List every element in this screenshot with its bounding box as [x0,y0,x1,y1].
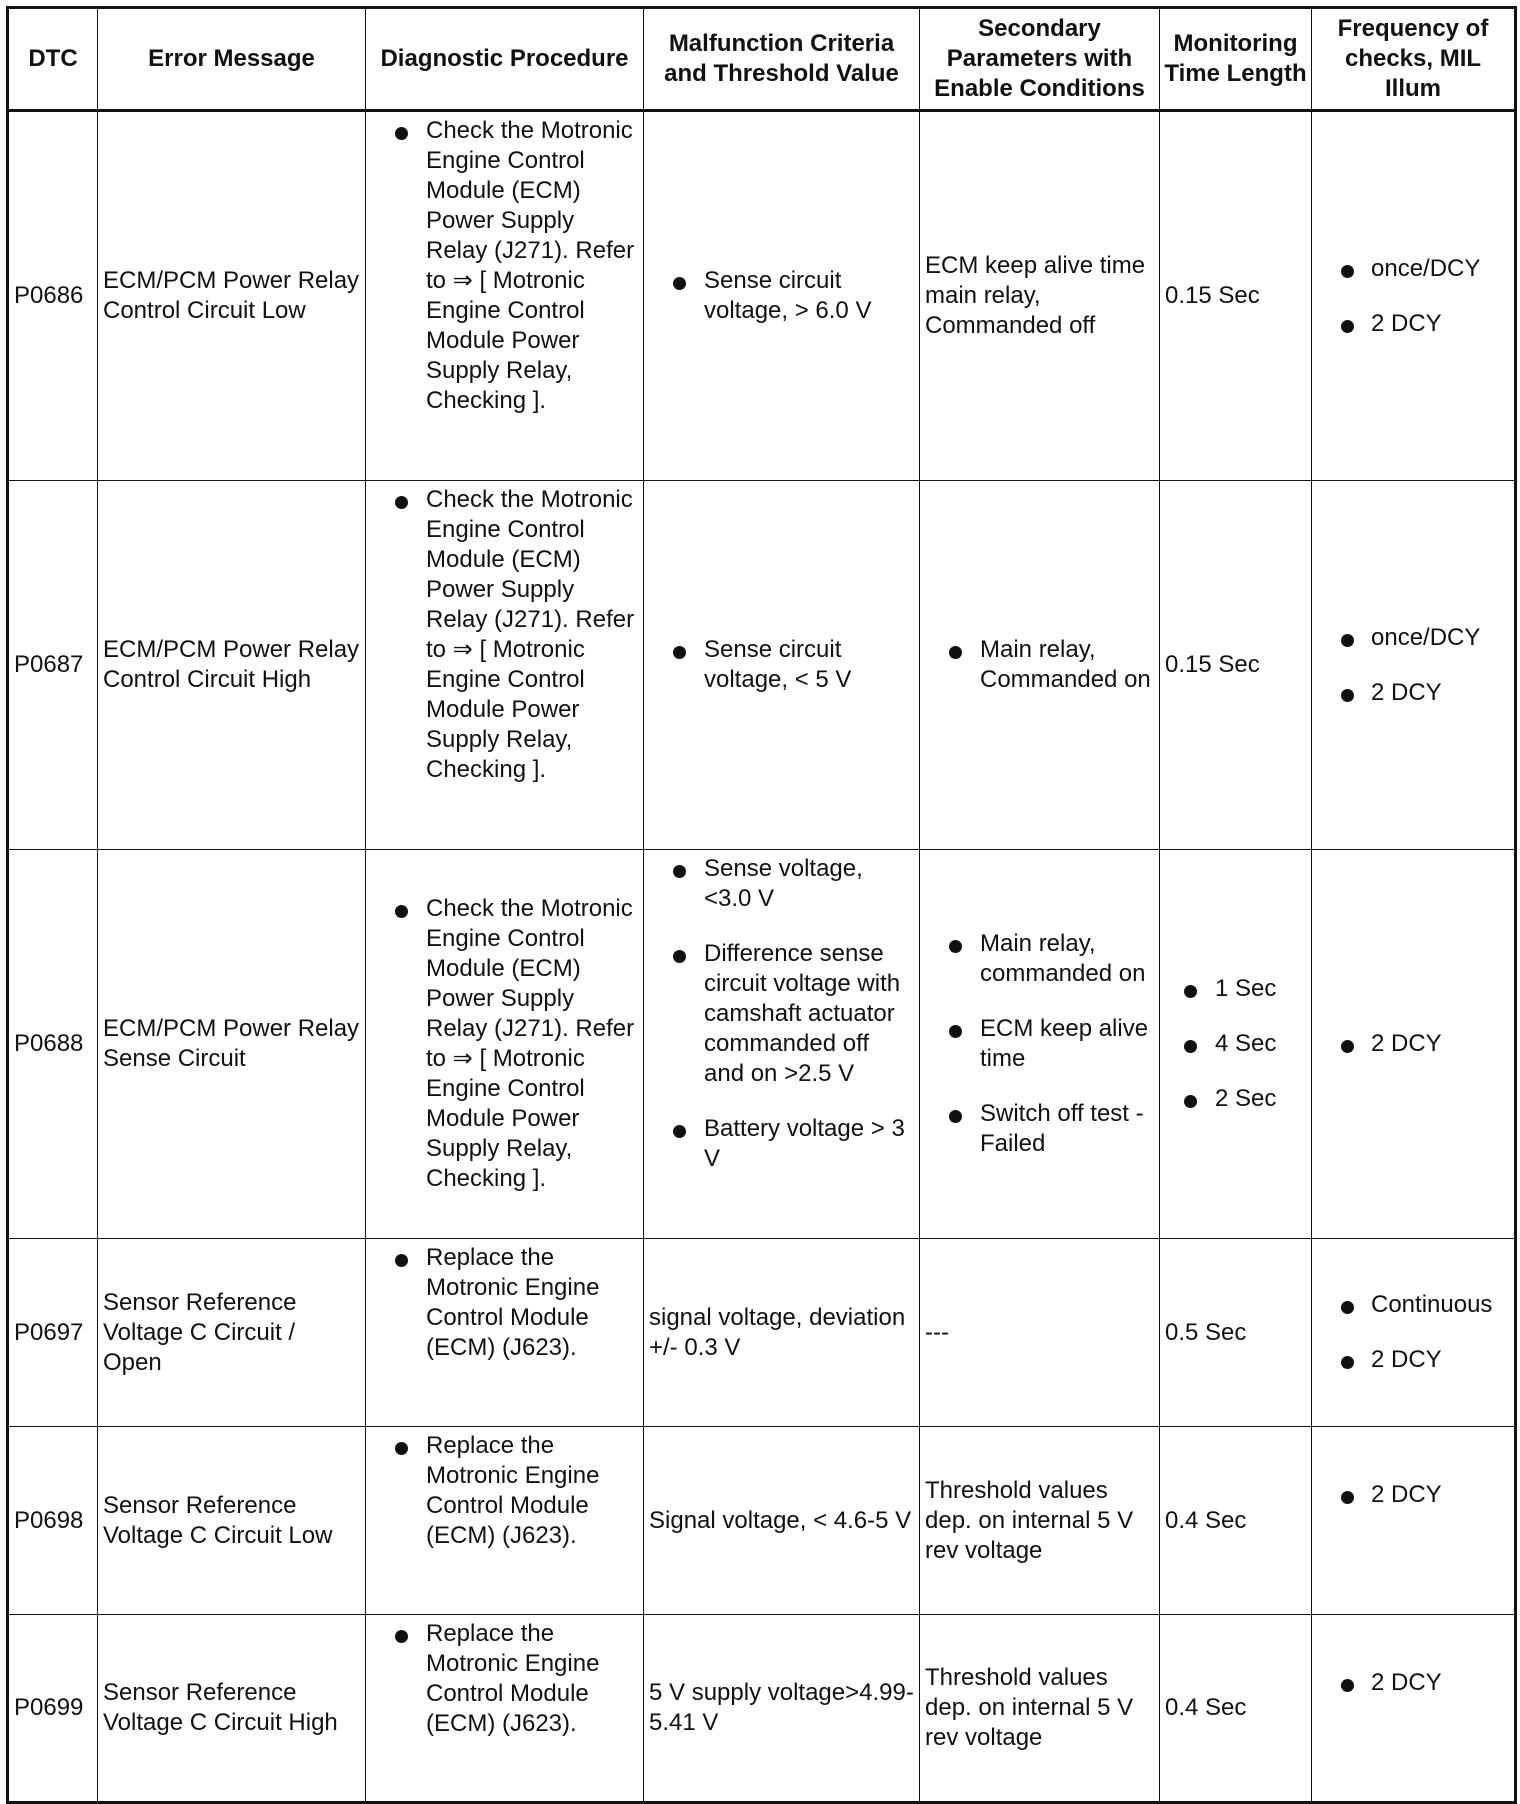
diagnostic-procedure [366,1427,644,1615]
error-message: ECM/PCM Power Relay Control Circuit High [98,481,366,850]
frequency [1312,111,1516,481]
header-monitoring-time: Monitoring Time Length [1160,8,1312,111]
table-row [8,481,1516,850]
malfunction-criteria: Signal voltage, < 4.6-5 V [644,1427,920,1615]
secondary-parameters: Threshold values dep. on internal 5 V rev voltage [920,1427,1160,1615]
procedure-item: Check the Motronic Engine Control Module (ECM) Power Supply Relay (J271). Refer to ⇒ [ Motronic Engine Control Module Power Supply Relay, Checking ]. [371,485,638,785]
header-dtc: DTC [8,8,98,111]
dtc-code: P0699 [8,1615,98,1803]
procedure-item: Replace the Motronic Engine Control Module (ECM) (J623). [371,1619,638,1739]
time-item: 1 Sec [1160,974,1306,1004]
table-row [8,1615,1516,1803]
frequency-item: 2 DCY [1317,1345,1509,1375]
time-item: 4 Sec [1160,1029,1306,1059]
header-row [8,8,1516,111]
secondary-item: ECM keep alive time [925,1014,1154,1074]
diagnostic-procedure [366,111,644,481]
monitoring-time: 0.15 Sec [1160,111,1312,481]
frequency [1312,1615,1516,1803]
secondary-item: Main relay, Commanded on [925,635,1154,695]
secondary-item: Switch off test - Failed [925,1099,1154,1159]
frequency-item: Continuous [1317,1290,1509,1320]
secondary-parameters: --- [920,1239,1160,1427]
frequency-item: once/DCY [1317,623,1509,653]
time-item: 2 Sec [1160,1084,1306,1114]
diagnostic-procedure [366,481,644,850]
secondary-parameters [920,850,1160,1239]
monitoring-time [1160,850,1312,1239]
error-message: Sensor Reference Voltage C Circuit Low [98,1427,366,1615]
criteria-item: Battery voltage > 3 V [649,1114,914,1174]
criteria-item: Difference sense circuit voltage with camshaft actuator commanded off and on >2.5 V [649,939,914,1089]
table-row [8,111,1516,481]
dtc-table [6,6,1517,1804]
malfunction-criteria [644,850,920,1239]
procedure-item: Check the Motronic Engine Control Module (ECM) Power Supply Relay (J271). Refer to ⇒ [ Motronic Engine Control Module Power Supply Relay, Checking ]. [371,894,638,1194]
frequency-item: 2 DCY [1317,678,1509,708]
monitoring-time: 0.5 Sec [1160,1239,1312,1427]
procedure-item: Check the Motronic Engine Control Module (ECM) Power Supply Relay (J271). Refer to ⇒ [ Motronic Engine Control Module Power Supply Relay, Checking ]. [371,116,638,416]
error-message: Sensor Reference Voltage C Circuit High [98,1615,366,1803]
frequency-item: 2 DCY [1317,1668,1509,1698]
dtc-code: P0698 [8,1427,98,1615]
diagnostic-procedure [366,1239,644,1427]
header-secondary-parameters: Secondary Parameters with Enable Conditions [920,8,1160,111]
header-malfunction-criteria: Malfunction Criteria and Threshold Value [644,8,920,111]
criteria-item: Sense circuit voltage, > 6.0 V [649,266,914,326]
error-message: ECM/PCM Power Relay Sense Circuit [98,850,366,1239]
frequency [1312,850,1516,1239]
table-row [8,850,1516,1239]
secondary-parameters: Threshold values dep. on internal 5 V rev voltage [920,1615,1160,1803]
monitoring-time: 0.4 Sec [1160,1615,1312,1803]
error-message: ECM/PCM Power Relay Control Circuit Low [98,111,366,481]
frequency-item: once/DCY [1317,254,1509,284]
header-frequency: Frequency of checks, MIL Illum [1312,8,1516,111]
header-error-message: Error Message [98,8,366,111]
criteria-item: Sense voltage, <3.0 V [649,854,914,914]
procedure-item: Replace the Motronic Engine Control Module (ECM) (J623). [371,1431,638,1551]
frequency [1312,1239,1516,1427]
frequency [1312,481,1516,850]
header-diagnostic-procedure: Diagnostic Procedure [366,8,644,111]
monitoring-time: 0.15 Sec [1160,481,1312,850]
diagnostic-procedure [366,850,644,1239]
dtc-code: P0686 [8,111,98,481]
frequency-item: 2 DCY [1317,1480,1509,1510]
diagnostic-procedure [366,1615,644,1803]
procedure-item: Replace the Motronic Engine Control Module (ECM) (J623). [371,1243,638,1363]
dtc-code: P0687 [8,481,98,850]
secondary-parameters: ECM keep alive time main relay, Commanded off [920,111,1160,481]
document-page [6,6,1517,1804]
malfunction-criteria [644,481,920,850]
dtc-code: P0697 [8,1239,98,1427]
error-message: Sensor Reference Voltage C Circuit / Open [98,1239,366,1427]
frequency [1312,1427,1516,1615]
monitoring-time: 0.4 Sec [1160,1427,1312,1615]
malfunction-criteria: signal voltage, deviation +/- 0.3 V [644,1239,920,1427]
malfunction-criteria: 5 V supply voltage>4.99-5.41 V [644,1615,920,1803]
table-row [8,1427,1516,1615]
dtc-code: P0688 [8,850,98,1239]
frequency-item: 2 DCY [1317,1029,1509,1059]
secondary-parameters [920,481,1160,850]
frequency-item: 2 DCY [1317,309,1509,339]
malfunction-criteria [644,111,920,481]
secondary-item: Main relay, commanded on [925,929,1154,989]
criteria-item: Sense circuit voltage, < 5 V [649,635,914,695]
table-row [8,1239,1516,1427]
